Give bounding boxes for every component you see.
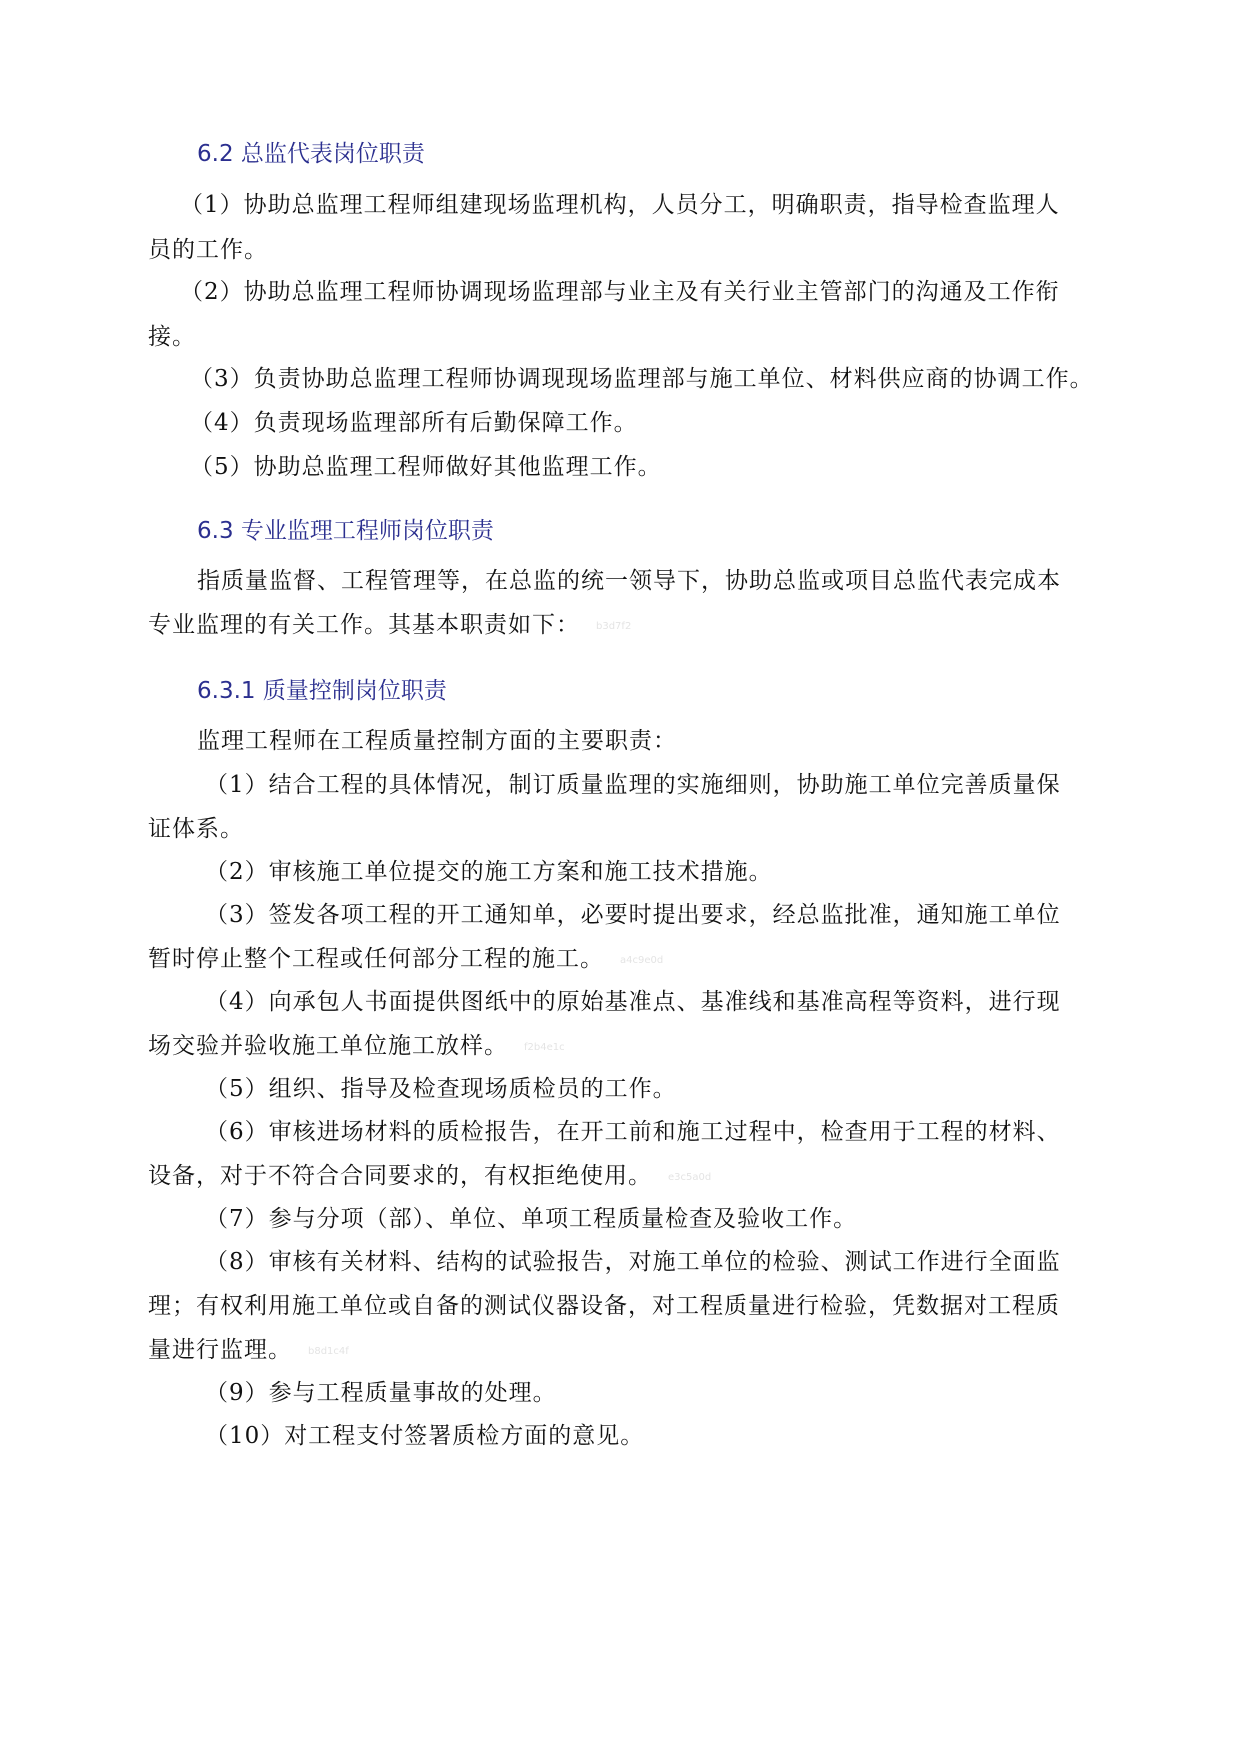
s62-item-4-line-1: （4）负责现场监理部所有后勤保障工作。 bbox=[190, 410, 638, 436]
s631-item-8-line-3 bbox=[148, 1331, 349, 1364]
s631-item-7-line-1: （7）参与分项（部）、单位、单项工程质量检查及验收工作。 bbox=[205, 1206, 858, 1232]
s62-item-3-line-1: （3）负责协助总监理工程师协调现现场监理部与施工单位、材料供应商的协调工作。 bbox=[190, 366, 1094, 392]
watermark-code: b3d7f2 bbox=[596, 620, 632, 632]
s63-paragraph-line-1: 指质量监督、工程管理等，在总监的统一领导下，协助总监或项目总监代表完成本 bbox=[197, 568, 1061, 594]
s631-item-3-text: 暂时停止整个工程或任何部分工程的施工。 bbox=[148, 946, 604, 972]
watermark-code: b8d1c4f bbox=[308, 1345, 349, 1357]
s631-item-10-line-1: （10）对工程支付签署质检方面的意见。 bbox=[205, 1423, 645, 1449]
s631-item-6-line-2 bbox=[148, 1157, 711, 1190]
s631-item-1-line-1: （1）结合工程的具体情况，制订质量监理的实施细则，协助施工单位完善质量保 bbox=[205, 772, 1061, 798]
s631-item-2-line-1: （2）审核施工单位提交的施工方案和施工技术措施。 bbox=[205, 859, 773, 885]
section-heading-6-3-1: 6.3.1 质量控制岗位职责 bbox=[197, 678, 447, 704]
s631-item-5-line-1: （5）组织、指导及检查现场质检员的工作。 bbox=[205, 1076, 677, 1102]
s631-item-6-line-1: （6）审核进场材料的质检报告，在开工前和施工过程中，检查用于工程的材料、 bbox=[205, 1119, 1061, 1145]
s631-item-6-text: 设备，对于不符合合同要求的，有权拒绝使用。 bbox=[148, 1163, 652, 1189]
s631-item-9-line-1: （9）参与工程质量事故的处理。 bbox=[205, 1380, 557, 1406]
s631-item-4-line-1: （4）向承包人书面提供图纸中的原始基准点、基准线和基准高程等资料，进行现 bbox=[205, 989, 1061, 1015]
s631-item-4-line-2 bbox=[148, 1027, 565, 1060]
s62-item-1-line-2: 员的工作。 bbox=[148, 237, 268, 263]
watermark-code: a4c9e0d bbox=[620, 954, 664, 966]
s631-intro: 监理工程师在工程质量控制方面的主要职责： bbox=[197, 728, 677, 754]
s631-item-8-text: 量进行监理。 bbox=[148, 1337, 292, 1363]
s62-item-1-line-1: （1）协助总监理工程师组建现场监理机构，人员分工，明确职责，指导检查监理人 bbox=[180, 192, 1060, 218]
s63-paragraph-line-2 bbox=[148, 606, 631, 639]
s631-item-8-line-2: 理；有权利用施工单位或自备的测试仪器设备，对工程质量进行检验，凭数据对工程质 bbox=[148, 1293, 1060, 1319]
s62-item-2-line-2: 接。 bbox=[148, 324, 196, 350]
s631-item-8-line-1: （8）审核有关材料、结构的试验报告，对施工单位的检验、测试工作进行全面监 bbox=[205, 1249, 1061, 1275]
section-heading-6-3: 6.3 专业监理工程师岗位职责 bbox=[197, 518, 494, 544]
s631-item-3-line-2 bbox=[148, 940, 663, 973]
watermark-code: f2b4e1c bbox=[524, 1041, 565, 1053]
s631-item-3-line-1: （3）签发各项工程的开工通知单，必要时提出要求，经总监批准，通知施工单位 bbox=[205, 902, 1061, 928]
s62-item-2-line-1: （2）协助总监理工程师协调现场监理部与业主及有关行业主管部门的沟通及工作衔 bbox=[180, 279, 1060, 305]
section-heading-6-2: 6.2 总监代表岗位职责 bbox=[197, 141, 425, 167]
s63-paragraph-text: 专业监理的有关工作。其基本职责如下： bbox=[148, 612, 580, 638]
s62-item-5-line-1: （5）协助总监理工程师做好其他监理工作。 bbox=[190, 454, 662, 480]
s631-item-1-line-2: 证体系。 bbox=[148, 816, 244, 842]
watermark-code: e3c5a0d bbox=[668, 1171, 712, 1183]
s631-item-4-text: 场交验并验收施工单位施工放样。 bbox=[148, 1033, 508, 1059]
